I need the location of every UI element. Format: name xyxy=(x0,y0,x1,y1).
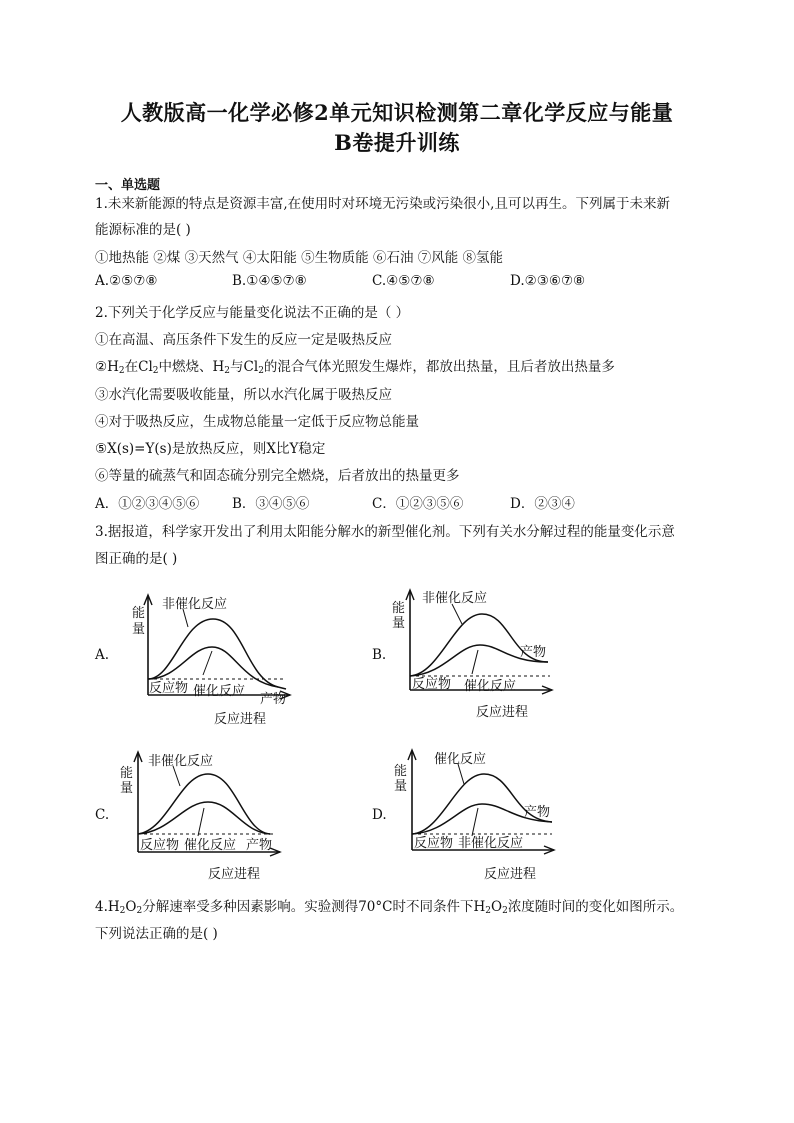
document-title-line2: B卷提升训练 xyxy=(334,130,460,155)
figure-b-label: B. xyxy=(372,647,387,663)
q2-statement-6: ⑥等量的硫蒸气和固态硫分别完全燃烧，后者放出的热量更多 xyxy=(95,468,460,484)
figure-a-ylabel-2: 量 xyxy=(132,622,146,637)
figure-c-product-label: 产物 xyxy=(246,838,273,853)
q2-option-d: D．②③④ xyxy=(510,496,575,512)
figure-b-xlabel: 反应进程 xyxy=(476,705,529,720)
figure-d-ylabel-1: 能 xyxy=(394,764,408,779)
figure-c-uncatalyzed-curve xyxy=(138,774,270,834)
figure-b-product-label: 产物 xyxy=(520,645,547,660)
q1-option-d: D.②③⑥⑦⑧ xyxy=(510,273,586,289)
figure-a-top-label: 非催化反应 xyxy=(162,597,228,612)
figure-b-ylabel-2: 量 xyxy=(392,616,406,631)
figure-b-top-label: 非催化反应 xyxy=(422,591,488,606)
q1-items: ①地热能 ②煤 ③天然气 ④太阳能 ⑤生物质能 ⑥石油 ⑦风能 ⑧氢能 xyxy=(95,250,504,266)
figure-c-label: C. xyxy=(95,807,110,823)
document-title-line1: 人教版高一化学必修2单元知识检测第二章化学反应与能量 xyxy=(120,100,674,125)
figure-a-reactant-label: 反应物 xyxy=(149,681,189,696)
q1-option-b: B.①④⑤⑦⑧ xyxy=(232,273,307,289)
figure-a-mid-label: 催化反应 xyxy=(193,684,246,699)
q2-statement-4: ④对于吸热反应，生成物总能量一定低于反应物总能量 xyxy=(95,414,419,430)
figure-d-product-label: 产物 xyxy=(524,805,551,820)
q1-stem-line2: 能源标准的是( ) xyxy=(95,222,191,238)
q1-option-a: A.②⑤⑦⑧ xyxy=(95,273,158,289)
figure-d-ylabel-2: 量 xyxy=(394,779,408,794)
figure-b-reactant-label: 反应物 xyxy=(412,677,452,692)
figure-a-mid-pointer xyxy=(203,651,212,675)
q2-statement-2: $②H_2$在$Cl_2$中燃烧、$H_2$与$Cl_2$的混合气体光照发生爆炸，都放出热量，且后者放出热量多 xyxy=(95,359,615,376)
figure-b xyxy=(390,590,560,725)
q1-stem-line1: 1.未来新能源的特点是资源丰富,在使用时对环境无污染或污染很小,且可以再生。下列属于未来新 xyxy=(95,196,670,212)
figure-c-mid-label: 催化反应 xyxy=(184,838,237,853)
figure-b-mid-label: 催化反应 xyxy=(464,679,517,694)
figure-a-xlabel: 反应进程 xyxy=(214,712,267,727)
q2-option-a: A．①②③④⑤⑥ xyxy=(95,496,200,512)
q2-statement-1: ①在高温、高压条件下发生的反应一定是吸热反应 xyxy=(95,332,392,348)
q1-option-c: C.④⑤⑦⑧ xyxy=(372,273,435,289)
figure-c-catalyzed-curve xyxy=(138,802,270,834)
figure-b-mid-pointer xyxy=(472,650,478,674)
figure-a-ylabel-1: 能 xyxy=(132,606,146,621)
figure-c-reactant-label: 反应物 xyxy=(140,838,180,853)
figure-d-xlabel: 反应进程 xyxy=(484,867,537,882)
figure-d-reactant-label: 反应物 xyxy=(414,836,454,851)
figure-d-mid-label: 非催化反应 xyxy=(458,836,524,851)
figure-a-product-label: 产物 xyxy=(260,692,287,707)
figure-d-mid-pointer xyxy=(472,808,478,836)
figure-c xyxy=(118,752,288,887)
figure-b-top-pointer xyxy=(452,604,462,624)
figure-d-top-label: 催化反应 xyxy=(434,752,487,767)
q3-stem-line1: 3.据报道，科学家开发出了利用太阳能分解水的新型催化剂。下列有关水分解过程的能量变化示意 xyxy=(95,524,675,540)
q2-statement-5: ⑤X(s)=Y(s)是放热反应，则X比Y稳定 xyxy=(95,441,326,457)
figure-d xyxy=(392,750,562,885)
figure-d-label: D. xyxy=(372,807,387,823)
q2-stem: 2.下列关于化学反应与能量变化说法不正确的是（ ） xyxy=(95,305,410,321)
figure-c-xlabel: 反应进程 xyxy=(208,867,261,882)
figure-c-top-pointer xyxy=(173,766,180,786)
figure-c-mid-pointer xyxy=(198,808,204,836)
section-heading: 一、单选题 xyxy=(95,178,161,193)
figure-a-label: A. xyxy=(95,647,110,663)
q4-stem-line1: $4.H_2O_2$分解速率受多种因素影响。实验测得70°C时不同条件下$H_2O_2$浓度随时间的变化如图所示。 xyxy=(95,899,684,916)
figure-a xyxy=(128,595,298,730)
q2-option-b: B．③④⑤⑥ xyxy=(232,496,310,512)
figure-c-ylabel-2: 量 xyxy=(120,781,134,796)
q2-option-c: C．①②③⑤⑥ xyxy=(372,496,464,512)
q4-stem-line2: 下列说法正确的是( ) xyxy=(95,926,218,942)
q2-statement-3: ③水汽化需要吸收能量，所以水汽化属于吸热反应 xyxy=(95,387,392,403)
figure-c-top-label: 非催化反应 xyxy=(148,754,214,769)
figure-b-ylabel-1: 能 xyxy=(392,601,406,616)
q3-stem-line2: 图正确的是( ) xyxy=(95,551,178,567)
figure-d-top-pointer xyxy=(458,764,464,784)
figure-c-ylabel-1: 能 xyxy=(120,766,134,781)
